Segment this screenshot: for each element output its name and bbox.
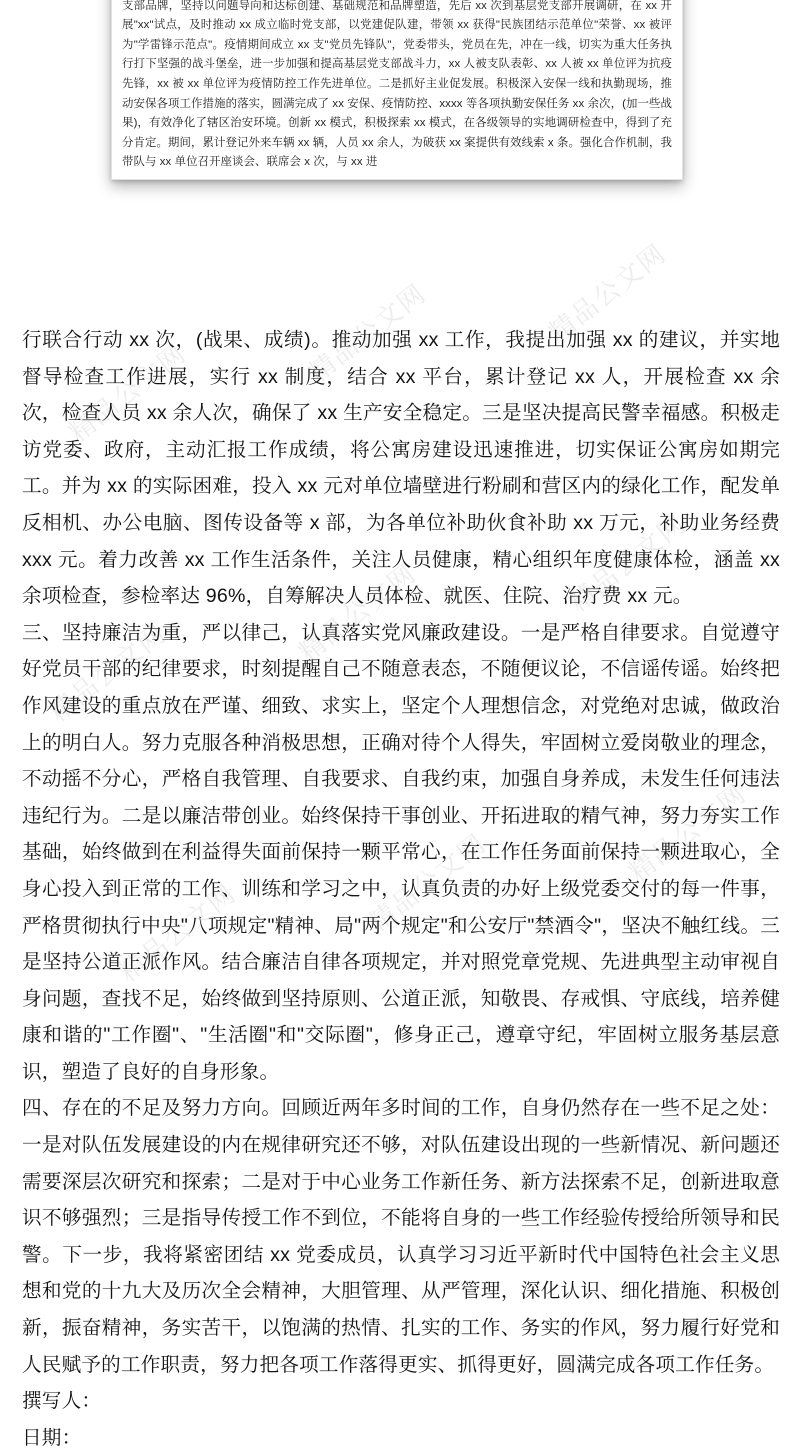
document-body [22, 322, 780, 1456]
preview-paragraph: 支部品牌，坚持以问题导向和达标创建、基础规范和品牌塑造，先后 xx 次到基层党支部开展调研，在 xx 开展"xx"试点，及时推动 xx 成立临时党支部，以党建促队建，带领 xx 获得"民族团结示范单位"荣誉、xx 被评为"学雷锋示范点"。疫情期间成立 xx 支"党员先锋队"，党委带头，党员在先，冲在一线，切实为重大任务执行打下坚强的战斗堡垒，进一步加强和提高基层党支部战斗力，xx 人被支队表彰、xx 人被 xx 单位评为抗疫先锋，xx 被 xx 单位评为疫情防控工作先进单位。二是抓好主业促发展。积极深入安保一线和执勤现场，推动安保各项工作措施的落实，圆满完成了 xx 安保、疫情防控、xxxx 等各项执勤安保任务 xx 余次，(加一些战果)，有效净化了辖区治安环境。创新 xx 模式，积极探索 xx 模式，在各级领导的实地调研检查中，得到了充分肯定。期间，累计登记外来车辆 xx 辆，人员 xx 余人，为破获 xx 案提供有效线索 x 条。强化合作机制，我带队与 xx 单位召开座谈会、联席会 x 次，与 xx 进 [122, 0, 672, 169]
watermark-text: 精品公文网 [563, 507, 692, 618]
watermark-text: 精品公文网 [293, 557, 422, 668]
document-preview-card [111, 0, 683, 180]
watermark-text: 精品公文网 [363, 827, 492, 938]
preview-card-text-block [112, 0, 682, 173]
watermark-text: 精品公文网 [113, 877, 242, 988]
watermark-text: 精品公文网 [303, 277, 432, 388]
body-paragraph: 三、坚持廉洁为重，严以律己，认真落实党风廉政建设。一是严格自律要求。自觉遵守好党员干部的纪律要求，时刻提醒自己不随意表态，不随便议论，不信谣传谣。始终把作风建设的重点放在严谨、细致、求实上，坚定个人理想信念，对党绝对忠诚，做政治上的明白人。努力克服各种消极思想，正确对待个人得失，牢固树立爱岗敬业的理念，不动摇不分心，严格自我管理、自我要求、自我约束，加强自身养成，未发生任何违法违纪行为。二是以廉洁带创业。始终保持干事创业、开拓进取的精气神，努力夯实工作基础，始终做到在利益得失面前保持一颗平常心，在工作任务面前保持一颗进取心，全身心投入到正常的工作、训练和学习之中，认真负责的办好上级党委交付的每一件事，严格贯彻执行中央"八项规定"精神、局"两个规定"和公安厅"禁酒令"，坚决不触红线。三是坚持公道正派作风。结合廉洁自律各项规定，并对照党章党规、先进典型主动审视自身问题，查找不足，始终做到坚持原则、公道正派，知敬畏、存戒惧、守底线，培养健康和谐的"工作圈"、"生活圈"和"交际圈"，修身正己，遵章守纪，牢固树立服务基层意识，塑造了良好的自身形象。 [22, 621, 780, 1083]
body-paragraph: 行联合行动 xx 次，(战果、成绩)。推动加强 xx 工作，我提出加强 xx 的建议，并实地督导检查工作进展，实行 xx 制度，结合 xx 平台，累计登记 xx 人，开展检查 xx 余次，检查人员 xx 余人次，确保了 xx 生产安全稳定。三是坚决提高民警幸福感。积极走访党委、政府，主动汇报工作成绩，将公寓房建设迅速推进，切实保证公寓房如期完工。并为 xx 的实际困难，投入 xx 元对单位墙壁进行粉刷和营区内的绿化工作，配发单反相机、办公电脑、图传设备等 x 部，为各单位补助伙食补助 xx 万元，补助业务经费 xxx 元。着力改善 xx 工作生活条件，关注人员健康，精心组织年度健康体检，涵盖 xx 余项检查，参检率达 96%，自筹解决人员体检、就医、住院、治疗费 xx 元。 [22, 329, 780, 608]
watermark-text: 精品公文网 [623, 777, 752, 888]
author-signature-line: 撰写人： [22, 1390, 102, 1413]
date-signature-line: 日期： [22, 1426, 82, 1449]
watermark-text: 精品公文网 [543, 237, 672, 348]
watermark-text: 精品公文网 [63, 337, 192, 448]
preview-card-surface [111, 0, 683, 180]
watermark-text: 精品公文网 [43, 617, 172, 728]
body-paragraph: 四、存在的不足及努力方向。回顾近两年多时间的工作，自身仍然存在一些不足之处：一是对队伍发展建设的内在规律研究还不够，对队伍建设出现的一些新情况、新问题还需要深层次研究和探索；二是对于中心业务工作新任务、新方法探索不足，创新进取意识不够强烈；三是指导传授工作不到位，不能将自身的一些工作经验传授给所领导和民警。下一步，我将紧密团结 xx 党委成员，认真学习习近平新时代中国特色社会主义思想和党的十九大及历次全会精神，大胆管理、从严管理，深化认识、细化措施、积极创新，振奋精神，务实苦干，以饱满的热情、扎实的工作、务实的作风，努力履行好党和人民赋予的工作职责，努力把各项工作落得更实、抓得更好，圆满完成各项工作任务。 [22, 1097, 780, 1376]
